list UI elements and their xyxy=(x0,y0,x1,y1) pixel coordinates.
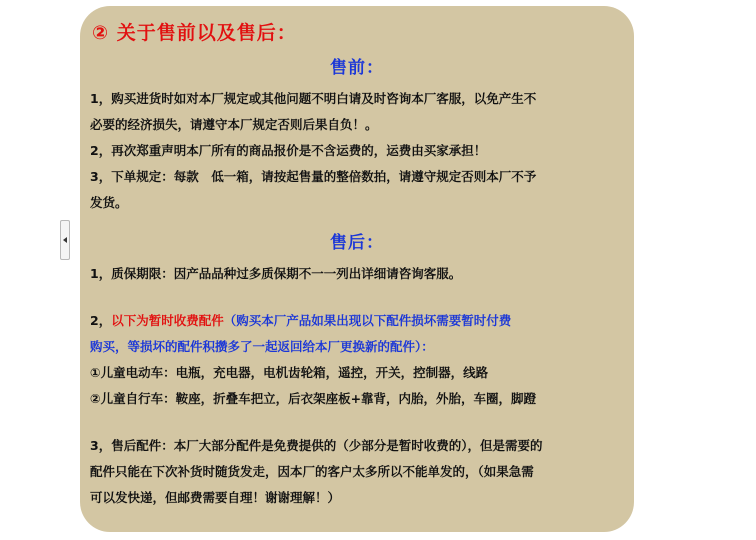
spacer xyxy=(90,287,624,308)
info-panel xyxy=(80,6,634,532)
pre-sale-item-1-line-2: 必要的经济损失，请遵守本厂规定否则后果自负！。 xyxy=(90,117,378,132)
chevron-left-icon xyxy=(63,237,67,243)
pre-sale-item-2 xyxy=(90,138,624,164)
accessories-line-3: 可以发快递，但邮费需要自理！谢谢理解！） xyxy=(90,490,341,505)
pre-sale-item-3 xyxy=(90,164,624,216)
spacer xyxy=(90,412,624,433)
pre-sale-item-1 xyxy=(90,86,624,138)
accessories-text xyxy=(90,433,624,511)
pre-sale-item-3-line-1: 3，下单规定：每款 低一箱，请按起售量的整倍数拍，请遵守规定否则本厂不予 xyxy=(90,169,537,184)
paid-parts-note-line-1: （购买本厂产品如果出现以下配件损坏需要暂时付费 xyxy=(223,313,512,328)
pre-sale-title: 售前： xyxy=(330,58,384,78)
paid-parts-note-line-2: 购买，等损坏的配件积攒多了一起返回给本厂更换新的配件）： xyxy=(90,339,434,354)
paid-parts-block xyxy=(90,308,624,412)
pre-sale-item-3-line-2: 发货。 xyxy=(90,195,128,210)
bicycle-parts: ②儿童自行车：鞍座，折叠车把立，后衣架座板+靠背，内胎，外胎，车圈，脚蹬 xyxy=(90,391,537,406)
after-sale-title: 售后： xyxy=(330,233,384,253)
pre-sale-item-1-line-1: 1，购买进货时如对本厂规定或其他问题不明白请及时咨询本厂客服，以免产生不 xyxy=(90,91,537,106)
side-collapse-tab[interactable] xyxy=(60,220,70,260)
accessories-line-2: 配件只能在下次补货时随货发走，因本厂的客户太多所以不能单发的，（如果急需 xyxy=(90,464,534,479)
page-heading: ② 关于售前以及售后： xyxy=(92,22,297,44)
electric-car-parts: ①儿童电动车：电瓶，充电器，电机齿轮箱，遥控，开关，控制器，线路 xyxy=(90,365,489,380)
accessories-line-1: 3，售后配件：本厂大部分配件是免费提供的（少部分是暂时收费的），但是需要的 xyxy=(90,438,543,453)
pre-sale-item-2-line-1: 2，再次郑重声明本厂所有的商品报价是不含运费的，运费由买家承担！ xyxy=(90,143,487,158)
warranty-text: 1，质保期限：因产品品种过多质保期不一一列出详细请咨询客服。 xyxy=(90,266,462,281)
paid-parts-prefix: 2， xyxy=(90,313,112,328)
paid-parts-heading: 以下为暂时收费配件 xyxy=(111,313,224,328)
